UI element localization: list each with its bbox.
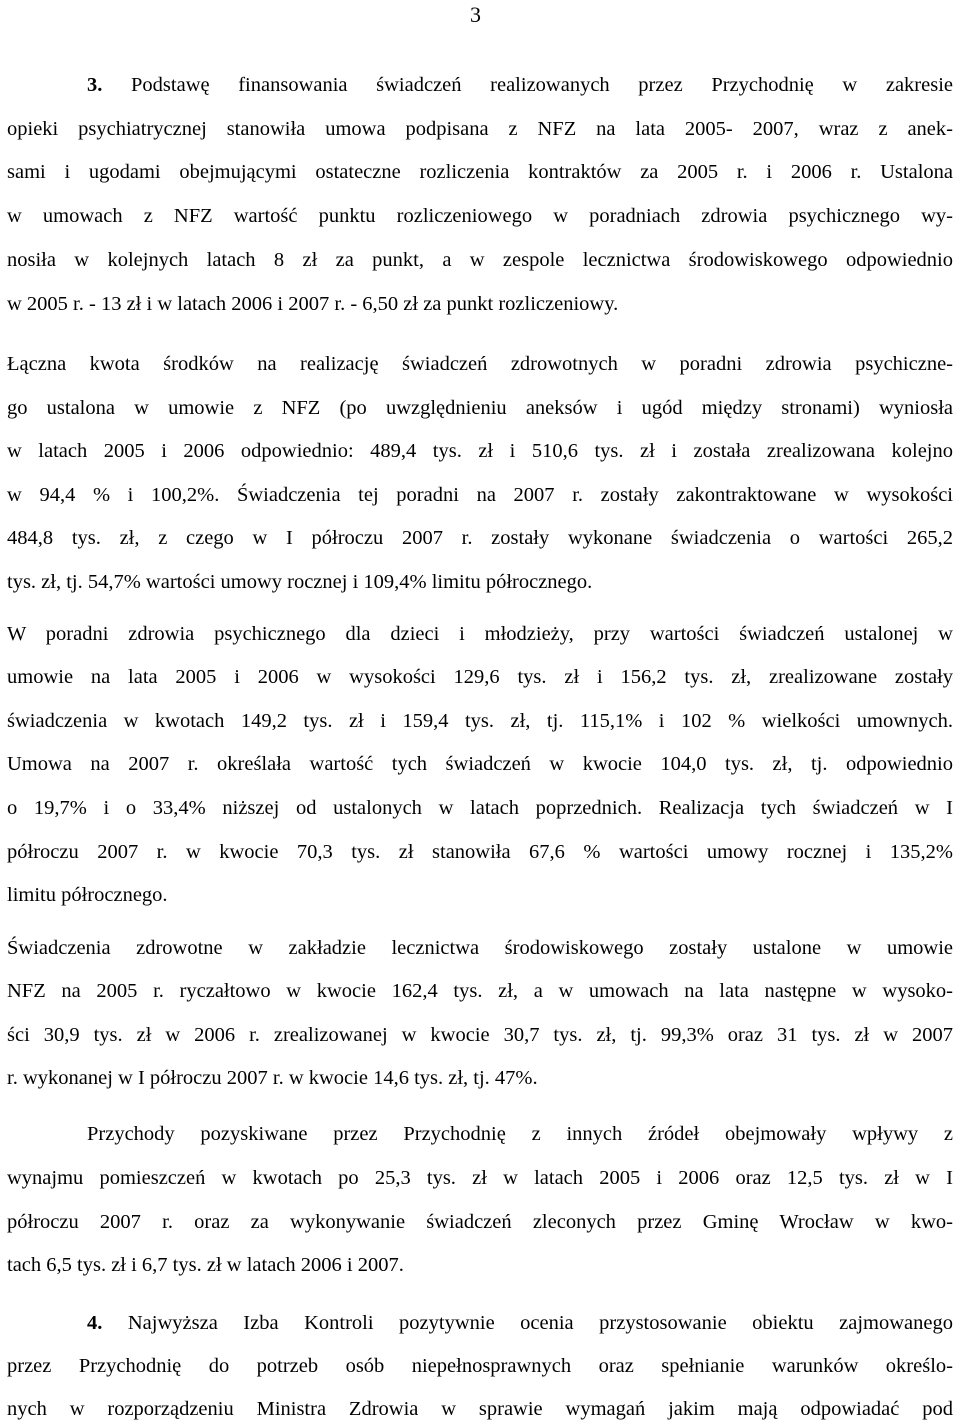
line-text: przez Przychodnię do potrzeb osób niepełnosprawnych oraz spełnianie warunków określo- [7,1355,953,1377]
text-line [7,711,953,732]
section-number: 3. [87,74,103,96]
line-text: w 94,4 % i 100,2%. Świadczenia tej poradni na 2007 r. zostały zakontraktowane w wysokości [7,484,953,506]
text-line [7,398,953,419]
text-line [87,1313,953,1334]
text-line [7,250,953,271]
line-text: w latach 2005 i 2006 odpowiednio: 489,4 tys. zł i 510,6 tys. zł i została zrealizowana kolejno [7,440,953,462]
line-text: Podstawę finansowania świadczeń realizowanych przez Przychodnię w zakresie [131,74,954,96]
text-line [7,885,953,906]
line-text: w 2005 r. - 13 zł i w latach 2006 i 2007 r. - 6,50 zł za punkt rozliczeniowy. [7,293,619,315]
line-text: ści 30,9 tys. zł w 2006 r. zrealizowanej w kwocie 30,7 tys. zł, tj. 99,3% oraz 31 tys. zł w 2007 [7,1024,953,1046]
line-text: Przychody pozyskiwane przez Przychodnię z innych źródeł obejmowały wpływy z [87,1123,953,1145]
line-text: Najwyższa Izba Kontroli pozytywnie ocenia przystosowanie obiektu zajmowanego [127,1312,953,1334]
text-line [7,485,953,506]
text-line [7,754,953,775]
line-text: półroczu 2007 r. w kwocie 70,3 tys. zł stanowiła 67,6 % wartości umowy rocznej i 135,2% [7,841,953,863]
text-line [7,1212,953,1233]
text-line [7,1025,953,1046]
text-line [7,572,953,593]
line-text: Umowa na 2007 r. określała wartość tych świadczeń w kwocie 104,0 tys. zł, tj. odpowiednio [7,753,953,775]
line-text: Łączna kwota środków na realizację świadczeń zdrowotnych w poradni zdrowia psychiczne- [7,353,953,375]
text-line [7,294,953,315]
line-text: nych w rozporządzeniu Ministra Zdrowia w sprawie wymagań jakim mają odpowiadać pod [7,1398,953,1420]
line-text: limitu półrocznego. [7,884,168,906]
text-line [7,441,953,462]
text-line [7,1168,953,1189]
line-text: NFZ na 2005 r. ryczałtowo w kwocie 162,4 tys. zł, a w umowach na lata następne w wysoko- [7,980,953,1002]
text-line [7,1255,953,1276]
text-line [7,1356,953,1377]
text-line [7,1068,953,1089]
line-text: o 19,7% i o 33,4% niższej od ustalonych w latach poprzednich. Realizacja tych świadczeń w I [7,797,953,819]
text-line [7,119,953,140]
line-text: r. wykonanej w I półroczu 2007 r. w kwocie 14,6 tys. zł, tj. 47%. [7,1067,538,1089]
text-line [7,938,953,959]
text-line [7,798,953,819]
text-line [7,842,953,863]
text-line [7,206,953,227]
line-text: W poradni zdrowia psychicznego dla dzieci i młodzieży, przy wartości świadczeń ustalonej w [7,623,953,645]
text-line [7,528,953,549]
line-text: 484,8 tys. zł, z czego w I półroczu 2007 r. zostały wykonane świadczenia o wartości 265,2 [7,527,953,549]
line-text: w umowach z NFZ wartość punktu rozliczeniowego w poradniach zdrowia psychicznego wy- [7,205,953,227]
line-text: tach 6,5 tys. zł i 6,7 tys. zł w latach 2006 i 2007. [7,1254,404,1276]
line-text: umowie na lata 2005 i 2006 w wysokości 129,6 tys. zł i 156,2 tys. zł, zrealizowane zostały [7,666,953,688]
text-line [87,75,953,96]
text-line [7,667,953,688]
line-text: półroczu 2007 r. oraz za wykonywanie świadczeń zleconych przez Gminę Wrocław w kwo- [7,1211,953,1233]
text-line [7,981,953,1002]
section-number: 4. [87,1312,103,1334]
text-line [7,1399,953,1420]
text-line [7,354,953,375]
page-number: 3 [470,2,481,27]
text-line [7,162,953,183]
text-line [7,624,953,645]
line-text: tys. zł, tj. 54,7% wartości umowy rocznej i 109,4% limitu półrocznego. [7,571,593,593]
line-text: Świadczenia zdrowotne w zakładzie lecznictwa środowiskowego zostały ustalone w umowie [7,937,953,959]
line-text: świadczenia w kwotach 149,2 tys. zł i 159,4 tys. zł, tj. 115,1% i 102 % wielkości umownych. [7,710,953,732]
line-text: opieki psychiatrycznej stanowiła umowa podpisana z NFZ na lata 2005- 2007, wraz z anek- [7,118,953,140]
line-text: nosiła w kolejnych latach 8 zł za punkt, a w zespole lecznictwa środowiskowego odpowiednio [7,249,953,271]
line-text: wynajmu pomieszczeń w kwotach po 25,3 tys. zł w latach 2005 i 2006 oraz 12,5 tys. zł w I [7,1167,953,1189]
line-text: sami i ugodami obejmującymi ostateczne rozliczenia kontraktów za 2005 r. i 2006 r. Ustalona [7,161,953,183]
text-line [87,1124,953,1145]
line-text: go ustalona w umowie z NFZ (po uwzględnieniu aneksów i ugód między stronami) wyniosła [7,397,953,419]
